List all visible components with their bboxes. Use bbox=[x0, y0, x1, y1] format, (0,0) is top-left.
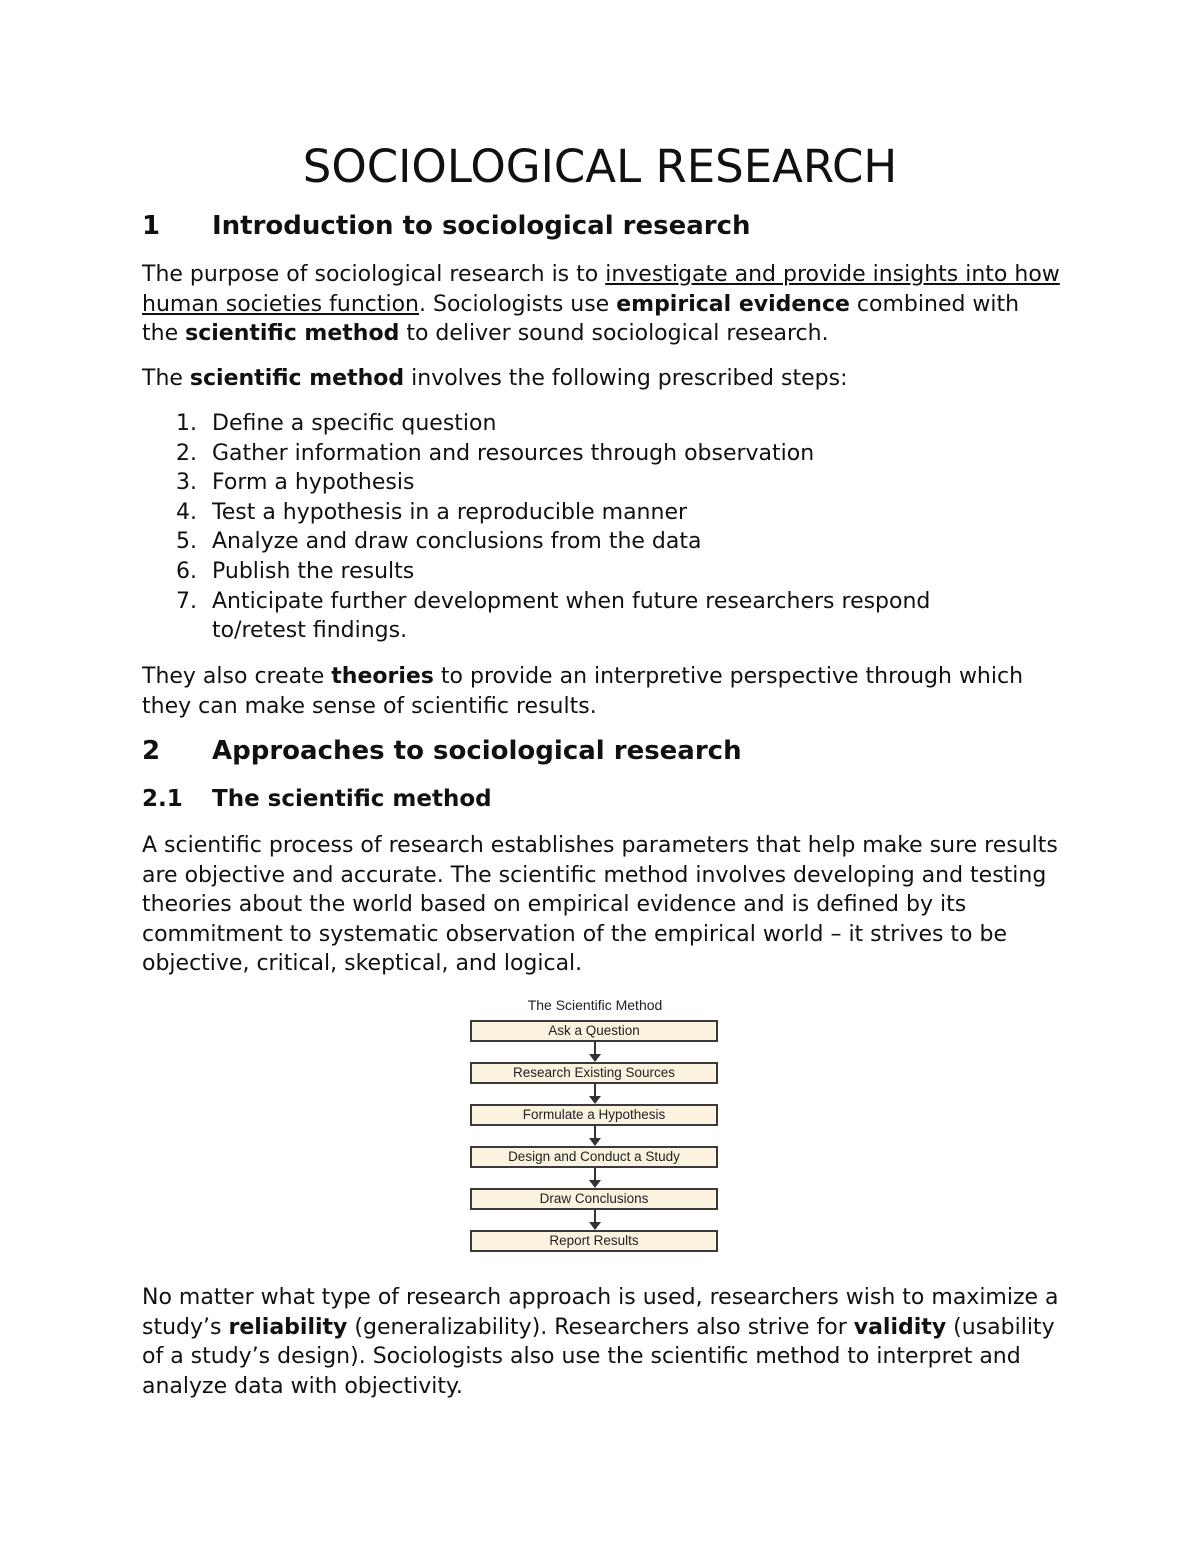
text-run: involves the following prescribed steps: bbox=[404, 366, 848, 391]
list-item bbox=[142, 409, 1062, 439]
bold-term: validity bbox=[853, 1314, 947, 1340]
intro-paragraph bbox=[142, 260, 1062, 349]
list-number: 7. bbox=[176, 588, 197, 614]
list-item bbox=[142, 557, 1062, 587]
text-run: (usability of a study’s design). Sociologists also use the scientific method to interpret and analyze data with objectivity. bbox=[142, 1314, 1055, 1399]
bold-term: scientific method bbox=[189, 366, 405, 391]
subsection-2-1-heading bbox=[142, 786, 492, 812]
flow-arrow bbox=[594, 1210, 596, 1222]
text-run: . Sociologists use bbox=[419, 291, 617, 317]
list-text: Anticipate further development when future researchers respond to/retest findings. bbox=[212, 588, 931, 644]
list-text: Test a hypothesis in a reproducible manner bbox=[212, 499, 688, 525]
theories-paragraph bbox=[142, 662, 1062, 721]
list-item bbox=[142, 587, 1012, 646]
list-number: 4. bbox=[176, 499, 197, 525]
flowchart-title: The Scientific Method bbox=[527, 997, 663, 1013]
text-run: The purpose of sociological research is to bbox=[142, 262, 606, 287]
flow-step-box: Report Results bbox=[470, 1230, 718, 1252]
list-item bbox=[142, 527, 1062, 557]
bold-term: reliability bbox=[228, 1314, 348, 1340]
text-run: They also create bbox=[142, 664, 332, 689]
flow-arrow bbox=[594, 1084, 596, 1096]
text-run: (generalizability). Researchers also strive for bbox=[347, 1314, 854, 1340]
scientific-method-steps-list bbox=[142, 409, 1062, 646]
section-number: 1 bbox=[142, 211, 161, 241]
list-number: 2. bbox=[176, 440, 197, 466]
bold-term: empirical evidence bbox=[616, 291, 850, 317]
flow-arrow bbox=[594, 1042, 596, 1054]
text-run: combined with the bbox=[142, 291, 1020, 347]
list-number: 6. bbox=[176, 558, 197, 584]
flow-arrowhead bbox=[589, 1138, 601, 1146]
text-run: to provide an interpretive perspective through which they can make sense of scientific results. bbox=[142, 664, 1024, 719]
subsection-number: 2.1 bbox=[142, 786, 183, 812]
list-text: Gather information and resources through observation bbox=[212, 440, 815, 466]
list-number: 1. bbox=[176, 411, 197, 436]
section-title: Introduction to sociological research bbox=[212, 211, 751, 241]
list-text: Analyze and draw conclusions from the data bbox=[212, 529, 702, 555]
list-number: 3. bbox=[176, 470, 197, 496]
flow-arrow bbox=[594, 1168, 596, 1180]
document-title: SOCIOLOGICAL RESEARCH bbox=[302, 140, 898, 193]
flow-step-box: Draw Conclusions bbox=[470, 1188, 718, 1210]
bold-term: theories bbox=[331, 664, 434, 689]
subsection-title: The scientific method bbox=[212, 786, 492, 812]
flow-arrowhead bbox=[589, 1180, 601, 1188]
flow-step-box: Formulate a Hypothesis bbox=[470, 1104, 718, 1126]
text-run: No matter what type of research approach is used, researchers wish to maximize a study’s bbox=[142, 1285, 1059, 1340]
reliability-validity-paragraph bbox=[142, 1283, 1062, 1401]
list-item bbox=[142, 498, 1062, 528]
flow-arrowhead bbox=[589, 1096, 601, 1104]
flow-step-box: Ask a Question bbox=[470, 1020, 718, 1042]
flow-step-box: Design and Conduct a Study bbox=[470, 1146, 718, 1168]
underlined-text: investigate and provide insights into how human societies function bbox=[142, 262, 1060, 317]
text-run: The bbox=[142, 366, 190, 391]
section-2-heading bbox=[142, 736, 742, 766]
list-item bbox=[142, 468, 1062, 498]
list-text: Publish the results bbox=[212, 558, 415, 584]
list-text: Define a specific question bbox=[212, 411, 497, 436]
flow-arrow bbox=[594, 1126, 596, 1138]
section-1-heading bbox=[142, 211, 751, 241]
list-item bbox=[142, 439, 1062, 469]
flow-step-box: Research Existing Sources bbox=[470, 1062, 718, 1084]
scientific-process-paragraph: A scientific process of research establishes parameters that help make sure results are objective and accurate. The scientific method involves developing and testing theories about the world based on empirical evidence and is defined by its commitment to systematic observation of the empirical world – it strives to be objective, critical, skeptical, and logical. bbox=[142, 833, 1058, 977]
bold-term: scientific method bbox=[185, 321, 400, 347]
list-number: 5. bbox=[176, 529, 197, 555]
section-title: Approaches to sociological research bbox=[212, 736, 742, 766]
flow-arrowhead bbox=[589, 1222, 601, 1230]
scientific-method-flowchart bbox=[468, 995, 722, 1257]
flow-arrowhead bbox=[589, 1054, 601, 1062]
section-number: 2 bbox=[142, 736, 161, 766]
list-text: Form a hypothesis bbox=[212, 470, 415, 496]
steps-intro-paragraph bbox=[142, 364, 1062, 394]
text-run: to deliver sound sociological research. bbox=[399, 321, 829, 347]
